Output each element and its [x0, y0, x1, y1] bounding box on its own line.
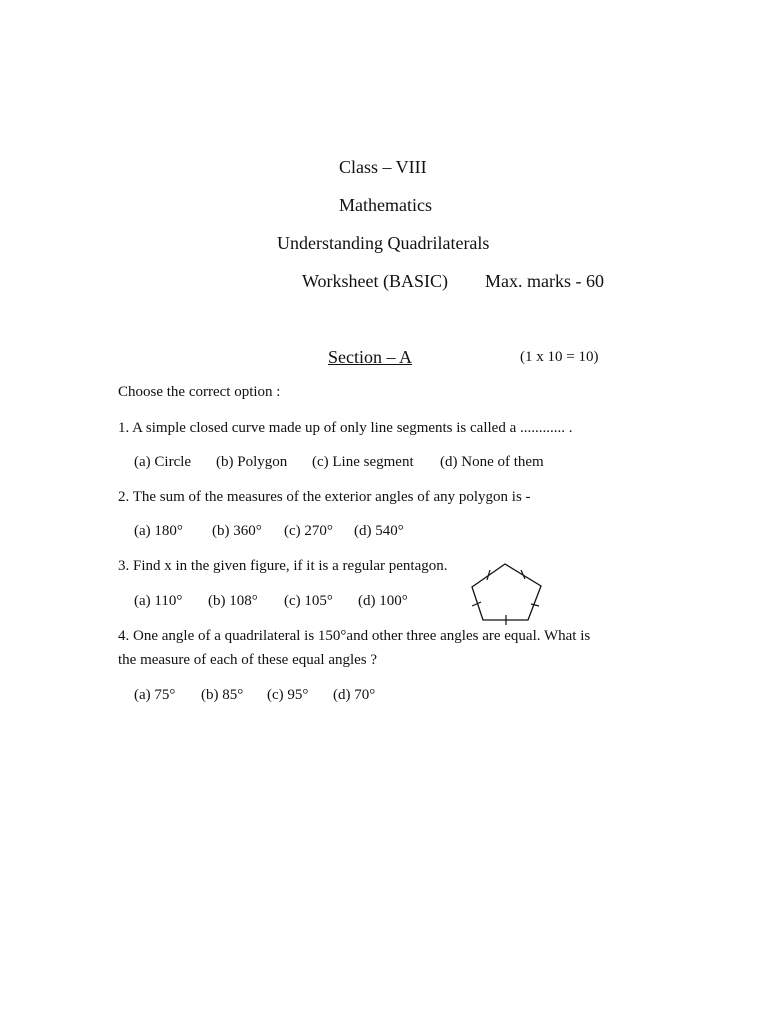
chapter-heading: Understanding Quadrilaterals — [277, 233, 490, 253]
q4-option-d: (d) 70° — [333, 687, 376, 703]
question-1-options — [134, 454, 544, 471]
question-3-options — [134, 593, 408, 610]
max-marks-label: Max. marks - 60 — [485, 271, 604, 291]
q1-option-d: (d) None of them — [440, 454, 544, 470]
q4-option-c: (c) 95° — [267, 687, 309, 703]
tick-mark — [472, 602, 481, 606]
section-title: Section – A — [328, 347, 412, 367]
question-4-options — [134, 687, 375, 704]
tick-mark — [531, 604, 539, 606]
question-3-text: 3. Find x in the given figure, if it is a regular pentagon. — [118, 558, 448, 574]
q2-option-c: (c) 270° — [284, 523, 333, 539]
q3-option-b: (b) 108° — [208, 593, 258, 609]
question-4-text-line1: 4. One angle of a quadrilateral is 150°and other three angles are equal. What is — [118, 628, 591, 644]
q4-option-b: (b) 85° — [201, 687, 244, 703]
q2-option-a: (a) 180° — [134, 523, 183, 539]
q2-option-d: (d) 540° — [354, 523, 404, 539]
q3-option-a: (a) 110° — [134, 593, 183, 609]
pentagon-outline — [472, 564, 541, 620]
subject-heading: Mathematics — [339, 195, 432, 215]
question-2-text: 2. The sum of the measures of the exterior angles of any polygon is - — [118, 489, 531, 505]
instruction-text: Choose the correct option : — [118, 384, 281, 400]
worksheet-label: Worksheet (BASIC) — [302, 271, 449, 291]
section-marks: (1 x 10 = 10) — [520, 349, 599, 365]
q2-option-b: (b) 360° — [212, 523, 262, 539]
q3-option-c: (c) 105° — [284, 593, 333, 609]
q1-option-a: (a) Circle — [134, 454, 192, 470]
q1-option-c: (c) Line segment — [312, 454, 414, 470]
class-heading: Class – VIII — [339, 157, 427, 177]
q4-option-a: (a) 75° — [134, 687, 176, 703]
question-2-options — [134, 523, 404, 540]
q3-option-d: (d) 100° — [358, 593, 408, 609]
q1-option-b: (b) Polygon — [216, 454, 288, 470]
question-4-text-line2: the measure of each of these equal angles ? — [118, 652, 378, 668]
pentagon-figure — [466, 558, 550, 626]
question-1-text: 1. A simple closed curve made up of only line segments is called a ............ . — [118, 420, 573, 436]
